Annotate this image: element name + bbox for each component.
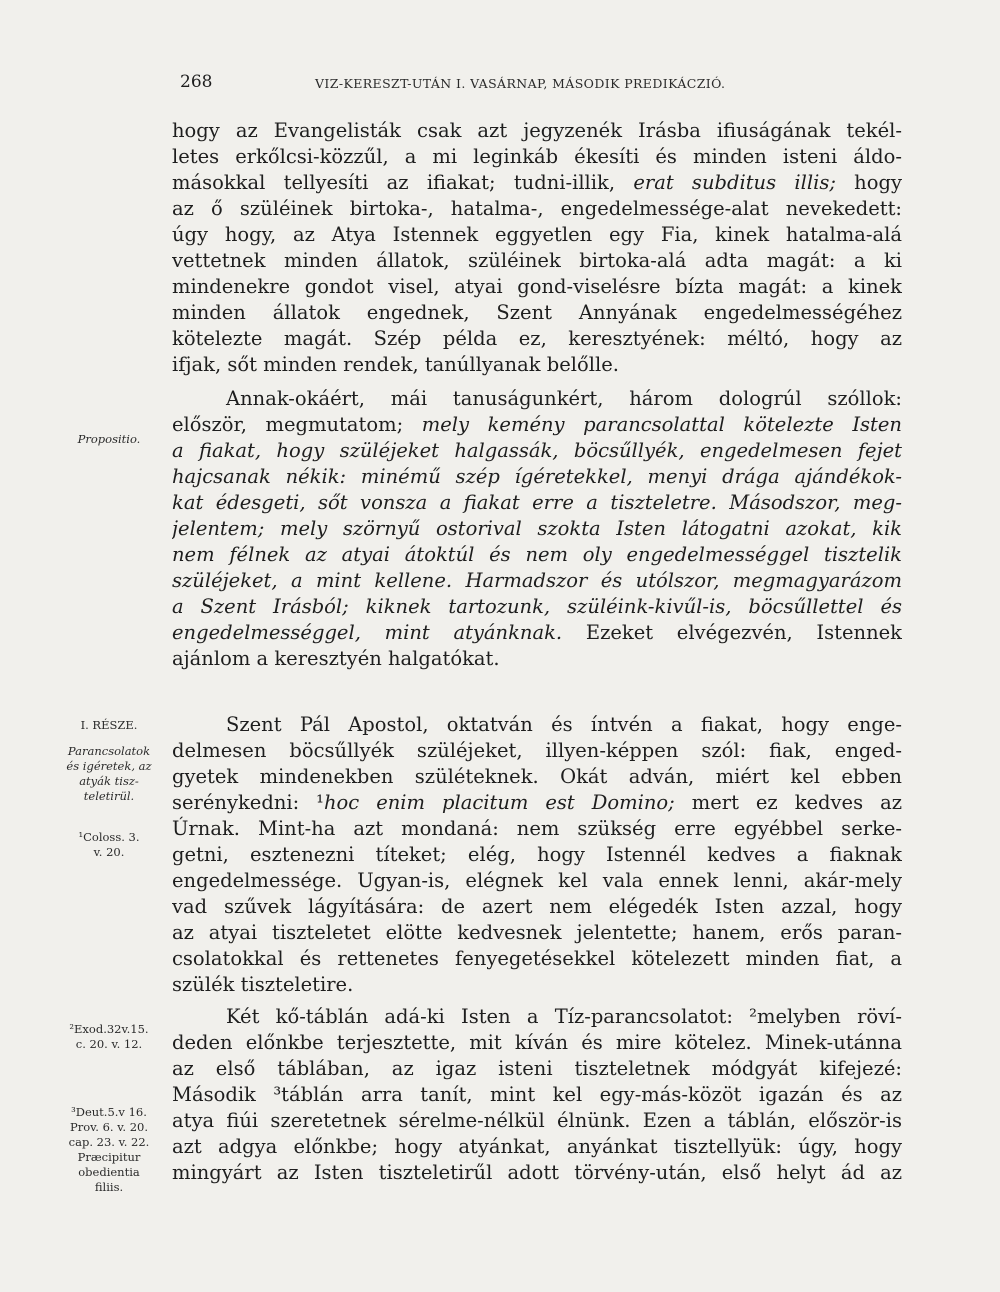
text-line (172, 568, 902, 594)
paragraph-start: Annak-okáért, mái tanuságunkért, három dologrúl szóllok: (226, 387, 902, 410)
latin-quote: erat subditus illis; (633, 171, 836, 194)
margin-note: obedientia (78, 1165, 140, 1179)
italic-segment: Másodszor, (716, 491, 853, 514)
italic-segment: szüléjeket, a mint kellene. (172, 569, 453, 592)
margin-note: ²Exod.32v.15. (69, 1022, 149, 1036)
italic-segment: engedelmességgel, mint atyánknak. (172, 621, 563, 644)
margin-note: filiis. (94, 1180, 124, 1194)
text-line (172, 490, 902, 516)
text-line: az atyai tiszteletet elötte kedvesnek jelentette; hanem, erős paran- (172, 921, 902, 944)
margin-note: cap. 23. v. 22. (68, 1135, 150, 1149)
running-head: VIZ-KERESZT-UTÁN I. VASÁRNAP, MÁSODIK PREDIKÁCZIÓ. (315, 76, 726, 91)
margin-note: Parancsolatok (67, 744, 151, 758)
margin-note: c. 20. v. 12. (75, 1037, 143, 1051)
text-segment: másokkal tellyesíti az ifiakat; tudni-illik, (172, 171, 634, 194)
paragraph-start: Szent Pál Apostol, oktatván és íntvén a fiakat, hogy enge- (226, 713, 902, 736)
margin-note: ¹Coloss. 3. (78, 830, 140, 844)
text-line: csolatokkal és rettenetes fenyegetésekkel kötelezett minden fiat, a (172, 947, 902, 970)
text-line: letes erkőlcsi-közzűl, a mi leginkáb ékesíti és minden isteni áldo- (172, 145, 902, 168)
text-line (172, 620, 902, 646)
text-line: azt adgya előnkbe; hogy atyánkat, anyánkat tisztellyük: úgy, hogy (172, 1135, 902, 1158)
italic-segment: kat édesgeti, sőt vonsza a fiakat erre a tiszteletre. (172, 491, 717, 514)
margin-note: Propositio. (77, 432, 141, 446)
page-header (180, 72, 900, 102)
latin-quote: hoc enim placitum est Domino; (324, 791, 675, 814)
text-segment: hogy (835, 171, 902, 194)
text-line: engedelmessége. Ugyan-is, elégnek kel vala ennek lenni, akár-mely (172, 869, 902, 892)
margin-note: v. 20. (93, 845, 125, 859)
margin-note: ³Deut.5.v 16. (71, 1105, 147, 1119)
text-line: Úrnak. Mint-ha azt mondaná: nem szükség erre egyébbel serke- (172, 817, 902, 840)
text-line: minden állatok engednek, Szent Annyának engedelmességéhez (172, 301, 902, 324)
italic-segment: Harmadszor és utólszor, (452, 569, 733, 592)
text-segment: mert ez kedves az (674, 791, 902, 814)
text-line (172, 412, 902, 438)
margin-note: atyák tisz- (79, 774, 139, 788)
text-line: a Szent Irásból; kiknek tartozunk, szüléink-kivűl-is, böcsűllettel és (172, 595, 902, 618)
text-line: mingyárt az Isten tiszteletirűl adott törvény-után, első helyt ád az (172, 1161, 902, 1184)
text-line: ifjak, sőt minden rendek, tanúllyanak belőlle. (172, 353, 619, 376)
text-line: hogy az Evangelisták csak azt jegyzenék Irásba ifiuságának tekél- (172, 119, 902, 142)
paragraph-start: Két kő-táblán adá-ki Isten a Tíz-parancsolatot: ²melyben röví- (226, 1005, 902, 1028)
margin-note: Prov. 6. v. 20. (70, 1120, 148, 1134)
text-line: a fiakat, hogy szüléjeket halgassák, böcsűllyék, engedelmesen fejet (172, 439, 902, 462)
text-line: ajánlom a keresztyén halgatókat. (172, 647, 500, 670)
margin-note: I. RÉSZE. (80, 718, 138, 732)
text-line: mindenekre gondot visel, atyai gond-viselésre bízta magát: a kinek (172, 275, 902, 298)
text-segment: Ezeket elvégezvén, Istennek (562, 621, 902, 644)
text-line: úgy hogy, az Atya Istennek eggyetlen egy Fia, kinek hatalma-alá (172, 223, 902, 246)
margin-note: teletirül. (83, 789, 135, 803)
text-line: az ő szüléinek birtoka-, hatalma-, engedelmessége-alat nevekedett: (172, 197, 902, 220)
text-segment: először, megmutatom; (172, 413, 422, 436)
italic-segment: meg- (852, 491, 902, 514)
margin-note: Præcipitur (77, 1150, 141, 1164)
text-line: kötelezte magát. Szép példa ez, keresztyének: méltó, hogy az (172, 327, 902, 350)
text-line: deden előnkbe terjesztette, mit kíván és mire kötelez. Minek-utánna (172, 1031, 902, 1054)
margin-note: és igéretek, az (66, 759, 152, 773)
text-line (172, 170, 902, 196)
italic-segment: megmagyarázom (732, 569, 902, 592)
text-line: nem félnek az atyai átoktúl és nem oly engedelmességgel tisztelik (172, 543, 902, 566)
text-line: gyetek mindenekben szüléteknek. Okát adván, miért kel ebben (172, 765, 902, 788)
text-segment: serénykedni: ¹ (172, 791, 324, 814)
italic-segment: mely kemény parancsolattal kötelezte Isten (421, 413, 902, 436)
text-line (172, 790, 902, 816)
text-line: vettetnek minden állatok, szüléinek birtoka-alá adta magát: a ki (172, 249, 902, 272)
text-line: hajcsanak nékik: minémű szép ígéretekkel, menyi drága ajándékok- (172, 465, 902, 488)
text-line: jelentem; mely szörnyű ostorival szokta Isten látogatni azokat, kik (172, 517, 902, 540)
text-line: Második ³táblán arra tanít, mint kel egy-más-közöt igazán és az (172, 1083, 902, 1106)
text-line: delmesen böcsűllyék szüléjeket, illyen-képpen szól: fiak, enged- (172, 739, 902, 762)
text-line: az első táblában, az igaz isteni tiszteletnek módgyát kifejezé: (172, 1057, 902, 1080)
text-line: szülék tiszteletire. (172, 973, 354, 996)
page-number: 268 (180, 72, 213, 92)
text-line: getni, esztenezni títeket; elég, hogy Istennél kedves a fiaknak (172, 843, 902, 866)
text-line: vad szűvek lágyítására: de azert nem elégedék Isten azzal, hogy (172, 895, 902, 918)
text-line: atya fiúi szeretetnek sérelme-nélkül élnünk. Ezen a táblán, először-is (172, 1109, 902, 1132)
